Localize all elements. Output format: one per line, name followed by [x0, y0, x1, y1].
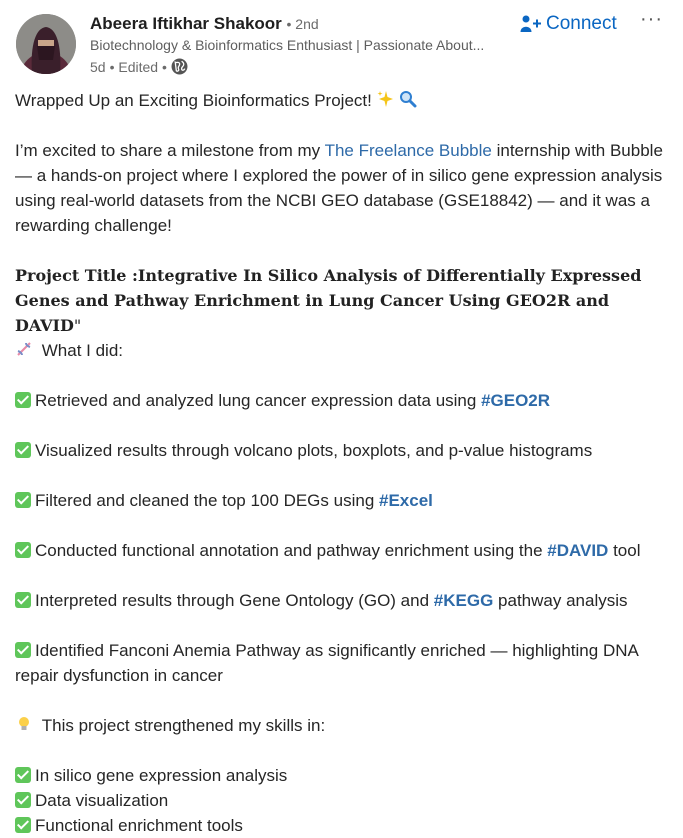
list-item: Visualized results through volcano plots, boxplots, and p-value histograms	[15, 438, 675, 463]
post-header	[0, 0, 683, 90]
list-item: Retrieved and analyzed lung cancer expression data using #GEO2R	[15, 388, 675, 413]
hashtag-link[interactable]: #KEGG	[433, 591, 494, 610]
check-icon	[15, 542, 31, 558]
skills-intro: This project strengthened my skills in:	[15, 713, 675, 738]
hashtag-link[interactable]: #DAVID	[547, 541, 609, 560]
check-icon	[15, 792, 31, 808]
skill-item: Data visualization	[15, 788, 675, 813]
check-icon	[15, 592, 31, 608]
company-link[interactable]: The Freelance Bubble	[324, 141, 492, 160]
check-icon	[15, 392, 31, 408]
project-title: Project Title :Integrative In Silico Analysis of Differentially Expressed Genes and Pathway Enrichment in Lung Cancer Using GEO2R and DAVID"	[15, 266, 642, 335]
check-icon	[15, 817, 31, 833]
avatar[interactable]	[16, 14, 76, 74]
list-item: Filtered and cleaned the top 100 DEGs using #Excel	[15, 488, 675, 513]
connect-label: Connect	[546, 13, 617, 34]
author-line	[90, 14, 319, 34]
lightbulb-icon	[15, 715, 33, 733]
sparkles-icon	[377, 90, 395, 108]
check-icon	[15, 642, 31, 658]
skill-item: Functional enrichment tools	[15, 813, 675, 838]
dna-icon	[15, 340, 33, 358]
list-item: Conducted functional annotation and pathway enrichment using the #DAVID tool	[15, 538, 675, 563]
skill-item: In silico gene expression analysis	[15, 763, 675, 788]
connection-degree: • 2nd	[286, 16, 319, 32]
post-meta	[90, 58, 188, 75]
edited-label: • Edited •	[109, 58, 167, 75]
hashtag-link[interactable]: #GEO2R	[481, 391, 551, 410]
list-item: Identified Fanconi Anemia Pathway as significantly enriched — highlighting DNA repair dysfunction in cancer	[15, 641, 638, 685]
post-headline: Wrapped Up an Exciting Bioinformatics Project!	[15, 88, 675, 113]
add-person-icon	[520, 14, 542, 34]
author-name[interactable]: Abeera Iftikhar Shakoor	[90, 14, 282, 33]
author-headline: Biotechnology & Bioinformatics Enthusiast | Passionate About...	[90, 37, 485, 53]
more-options-icon[interactable]: ···	[640, 8, 663, 30]
list-item: Interpreted results through Gene Ontology (GO) and #KEGG pathway analysis	[15, 588, 675, 613]
check-icon	[15, 492, 31, 508]
check-icon	[15, 442, 31, 458]
hashtag-link[interactable]: #Excel	[379, 491, 433, 510]
post-body	[15, 88, 675, 838]
globe-icon	[171, 58, 188, 75]
check-icon	[15, 767, 31, 783]
what-i-did: What I did:	[15, 338, 675, 363]
post-intro: I’m excited to share a milestone from my The Freelance Bubble internship with Bubble — a hands-on project where I explored the power of in silico gene expression analysis using real-world datasets from the NCBI GEO database (GSE18842) — and it was a rewarding challenge!	[15, 141, 663, 235]
post-time: 5d	[90, 58, 106, 75]
connect-button[interactable]	[520, 10, 617, 38]
magnifier-icon	[399, 90, 417, 108]
